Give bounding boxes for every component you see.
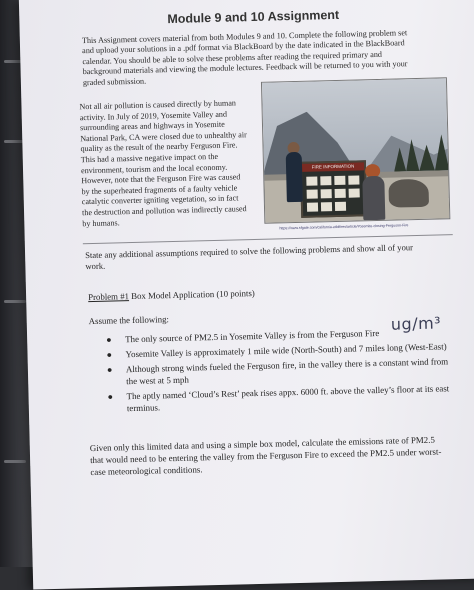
paper-page: [19, 0, 474, 590]
binder-rib: [4, 300, 26, 303]
instructions-paragraph: State any additional assumptions required to solve the following problems and show all of your work.: [85, 242, 414, 272]
notice-sheet: [307, 189, 318, 198]
person-figure: [362, 176, 385, 221]
person-figure: [286, 152, 303, 202]
assumption-text: Yosemite Valley is approximately 1 mile wide (North-South) and 7 miles long (West-East): [125, 341, 447, 360]
notice-sheet: [307, 202, 318, 211]
bullet-icon: ●: [106, 349, 113, 360]
handwritten-units-note: ug/m³: [390, 313, 442, 334]
notice-sheet: [349, 188, 360, 197]
page-title: Module 9 and 10 Assignment: [167, 7, 340, 27]
notice-sheet: [348, 175, 359, 184]
yosemite-smoke-photo: [261, 77, 450, 224]
photo-credit: https://www.sfgate.com/california-wildfires/article/Yosemite-closing-Ferguson-Fire: [279, 223, 409, 231]
problem-label: Problem #1: [88, 291, 130, 303]
list-item: [102, 382, 452, 415]
photo-rock: [388, 179, 429, 208]
ferguson-fire-paragraph: Not all air pollution is caused directly by human activity. In July of 2019, Yosemite Valley and surrounding areas and highways in Yosemite National Park, CA were closed due to unhealthy air quality as the result of the nearby Ferguson Fire. This had a massive negative impact on the environment, tourism and the local economy. However, note that the Ferguson Fire was caused by the superheated fragments of a faulty vehicle catalytic converter igniting vegetation, so in fact the destruction and pollution was indirectly caused by humans.: [79, 98, 247, 228]
question-paragraph: Given only this limited data and using a simple box model, calculate the emissions rate of PM2.5 that would need to be entering the valley from the Ferguson Fire to exceed the PM2.5 under worst-case meteorological conditions.: [89, 434, 442, 478]
notice-sheet: [321, 202, 332, 211]
bullet-icon: ●: [106, 364, 113, 375]
assume-label: Assume the following:: [88, 314, 169, 327]
problem-title: Box Model Application (10 points): [128, 288, 255, 302]
bullet-icon: ●: [107, 391, 114, 402]
binder-rib: [4, 460, 26, 463]
assumption-text: The aptly named ‘Cloud’s Rest’ peak rises appx. 6000 ft. above the valley’s floor at its east terminus.: [126, 383, 450, 414]
assumption-text: Although strong winds fueled the Ferguson fire, in the valley there is a constant wind from the west at 5 mph: [125, 356, 449, 387]
notice-sheet: [335, 202, 346, 211]
assumption-text: The only source of PM2.5 in Yosemite Valley is from the Ferguson Fire: [125, 328, 380, 345]
intro-paragraph: This Assignment covers material from both Modules 9 and 10. Complete the following problem set and upload your solutions in a .pdf format via BlackBoard by the date indicated in the BlackBoard calendar. You should be able to solve these problems after reading the required primary and background materials and viewing the module lectures. Feedback will be returned to you with your graded submission.: [81, 28, 408, 87]
notice-sheet: [335, 189, 346, 198]
bullet-icon: ●: [106, 334, 112, 345]
notice-sheet: [306, 176, 317, 185]
fire-information-board: [300, 160, 367, 218]
assumptions-list: [101, 325, 453, 418]
notice-sheet: [334, 176, 345, 185]
notice-sheet: [320, 176, 331, 185]
notice-sheet: [321, 189, 332, 198]
fire-information-sign: FIRE INFORMATION: [302, 162, 364, 172]
problem-heading: [88, 288, 255, 302]
